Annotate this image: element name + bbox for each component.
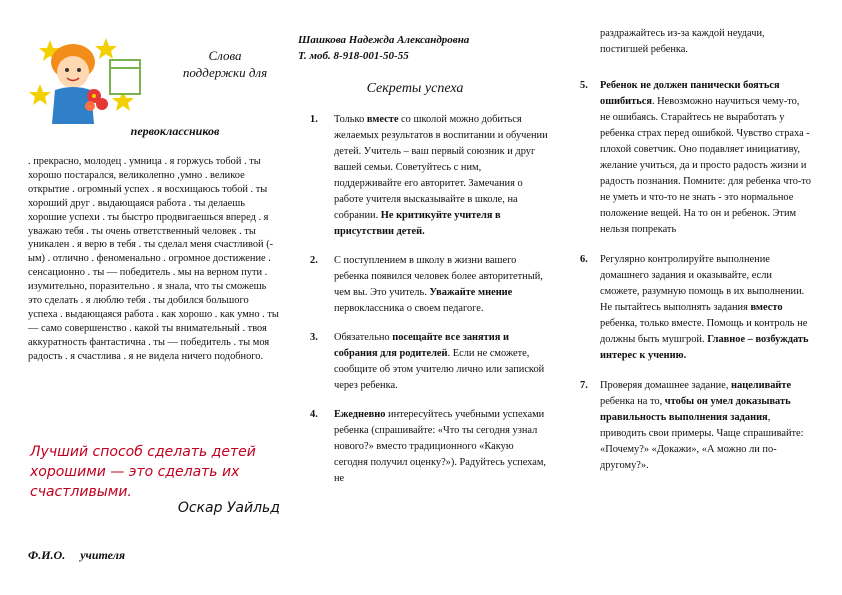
secret-item-emphasis: Уважайте мнение xyxy=(429,287,513,298)
cover-title xyxy=(165,47,285,81)
secret-item-run: со школой можно добиться желаемых результатов в воспитании и обучении детей. Учитель – ваш первый союзник и друг вашей семьи. Советуйтесь с ним, поддерживайте его авторитет. Замечания о работе учителя высказывайте в школе, на собрании. xyxy=(334,114,548,221)
secret-item xyxy=(580,378,812,474)
secret-item-text xyxy=(334,253,550,317)
secret-item-run: Только xyxy=(334,114,367,125)
cover-subtitle: первоклассников xyxy=(130,124,220,138)
star-icon xyxy=(95,38,117,59)
secret-item-emphasis: Ребенок не должен панически бояться ошибиться xyxy=(600,80,780,107)
secret-item-run: ребенка на то, xyxy=(600,396,665,407)
secret-item-run: интересуйтесь учебными успехами ребенка (спрашивайте: «Что ты сегодня узнал нового?» вместо традиционного «Какую сегодня получил оценку?»). Радуйтесь успехам, не xyxy=(334,409,547,484)
secret-item-emphasis: нацеливайте xyxy=(731,380,792,391)
secret-item xyxy=(310,112,550,240)
secret-item-run: . Невозможно научиться чему-то, не ошибаясь. Старайтесь не выработать у ребенка страх перед ошибкой. Чувство страха - плохой советчик. Оно подавляет инициативу, желание учиться, да и просто радость жизни и радость познания. Помните: для ребенка что-то не уметь и что-то не знать - это нормальное положение вещей. На то он и ребенок. Этим нельзя попрекать xyxy=(600,96,811,235)
praise-words-text: . прекрасно, молодец . умница . я горжусь тобой . ты хорошо постарался, великолепно ,умно . великое открытие . огромный успех . я восхищаюсь тобой . ты хороший друг . выдающаяся работа . ты делаешь хорошие успехи . ты быстро продвигаешься вперед . я уважаю тебя . ты очень ответственный человек . ты уникален . я верю в тебя . ты сделал меня счастливой (-ым) . отлично . феноменально . огромное достижение . сенсационно . ты — победитель . мы на верном пути . изумительно, поразительно . я знала, что ты сможешь это сделать . я люблю тебя . ты добился большого успеха . выдающаяся работа . как хорошо . как умно . ты — само совершенство . какой ты внимательный . твоя аккуратность фантастична . ты — победитель . ты моя радость . я счастлива . я не видела ничего подобного. xyxy=(28,156,279,362)
secret-item-run: , приводить свои примеры. Чаще спрашивайте: «Почему?» «Докажи», «А можно ли по-другому?». xyxy=(600,412,804,471)
secret-item-text xyxy=(600,78,812,238)
secret-item-emphasis: Не критикуйте учителя в присутствии детей. xyxy=(334,210,501,237)
secret-item xyxy=(580,252,812,364)
teacher-name-line xyxy=(28,548,137,563)
secrets-list-middle xyxy=(310,112,550,500)
secret-item-text xyxy=(334,407,550,487)
secret-item xyxy=(310,253,550,317)
secret-item-run: С поступлением в школу в жизни вашего ребенка появился человек более авторитетный, чем вы. Это учитель. xyxy=(334,255,543,298)
secret-item xyxy=(310,407,550,487)
secret-item-number: 3. xyxy=(310,332,318,343)
secret-continuation: раздражайтесь из-за каждой неудачи, постигшей ребенка. xyxy=(600,28,765,55)
secret-item-run: Проверяя домашнее задание, xyxy=(600,380,732,391)
cover-title-line: Слова xyxy=(208,48,242,63)
secret-item-emphasis: Главное – возбуждать интерес к учению. xyxy=(600,334,809,361)
cover-title-line: поддержки для xyxy=(182,65,268,80)
secret-item xyxy=(580,78,812,238)
secrets-list-right xyxy=(580,78,812,488)
author-name: Шашкова Надежда Александровна xyxy=(298,34,470,46)
secret-item-text xyxy=(600,378,812,474)
author-block xyxy=(298,32,469,64)
section-title: Секреты успеха xyxy=(366,81,464,96)
secret-item-number: 6. xyxy=(580,254,588,265)
author-phone: Т. моб. 8-918-001-50-55 xyxy=(298,50,409,62)
secret-item-run: ребенка, только вместе. Помощь и контроль не должны быть мушгрой. xyxy=(600,318,808,345)
secret-item-number: 2. xyxy=(310,255,318,266)
secret-item-number: 7. xyxy=(580,380,588,391)
star-icon xyxy=(29,84,51,105)
fio-label: Ф.И.О. xyxy=(28,548,66,562)
secret-item-run: Обязательно xyxy=(334,332,393,343)
secret-item-emphasis: Ежедневно xyxy=(334,409,386,420)
secret-item-emphasis: вместо xyxy=(750,302,783,313)
child-flowers-illustration xyxy=(28,32,146,128)
secret-item xyxy=(310,330,550,394)
secret-item-number: 5. xyxy=(580,80,588,91)
secret-item-run: Регулярно контролируйте выполнение домашнего задания и оказывайте, если сможете, разумную помощь в их выполнении. Не пытайтесь выполнять задания xyxy=(600,254,805,313)
secret-item-emphasis: вместе xyxy=(366,114,399,125)
secret-item-emphasis: посещайте все занятия и собрания для родителей xyxy=(334,332,509,359)
secret-item-text xyxy=(600,252,812,364)
secret-item-number: 4. xyxy=(310,409,318,420)
secret-item-run: . Если не сможете, сообщите об этом учителю лично или запиской через ребенка. xyxy=(334,348,545,391)
secret-item-run: первоклассника о своем педагоге. xyxy=(334,303,484,314)
quote-author: Оскар Уайльд xyxy=(177,500,280,516)
quote-text: Лучший способ сделать детей хорошими — это сделать их счастливыми. xyxy=(30,444,256,500)
secret-item-text xyxy=(334,112,550,240)
secret-item-text xyxy=(334,330,550,394)
teacher-label: учителя xyxy=(80,548,126,562)
secret-item-number: 1. xyxy=(310,114,318,125)
secret-item-emphasis: чтобы он умел доказывать правильность выполнения задания xyxy=(600,396,791,423)
